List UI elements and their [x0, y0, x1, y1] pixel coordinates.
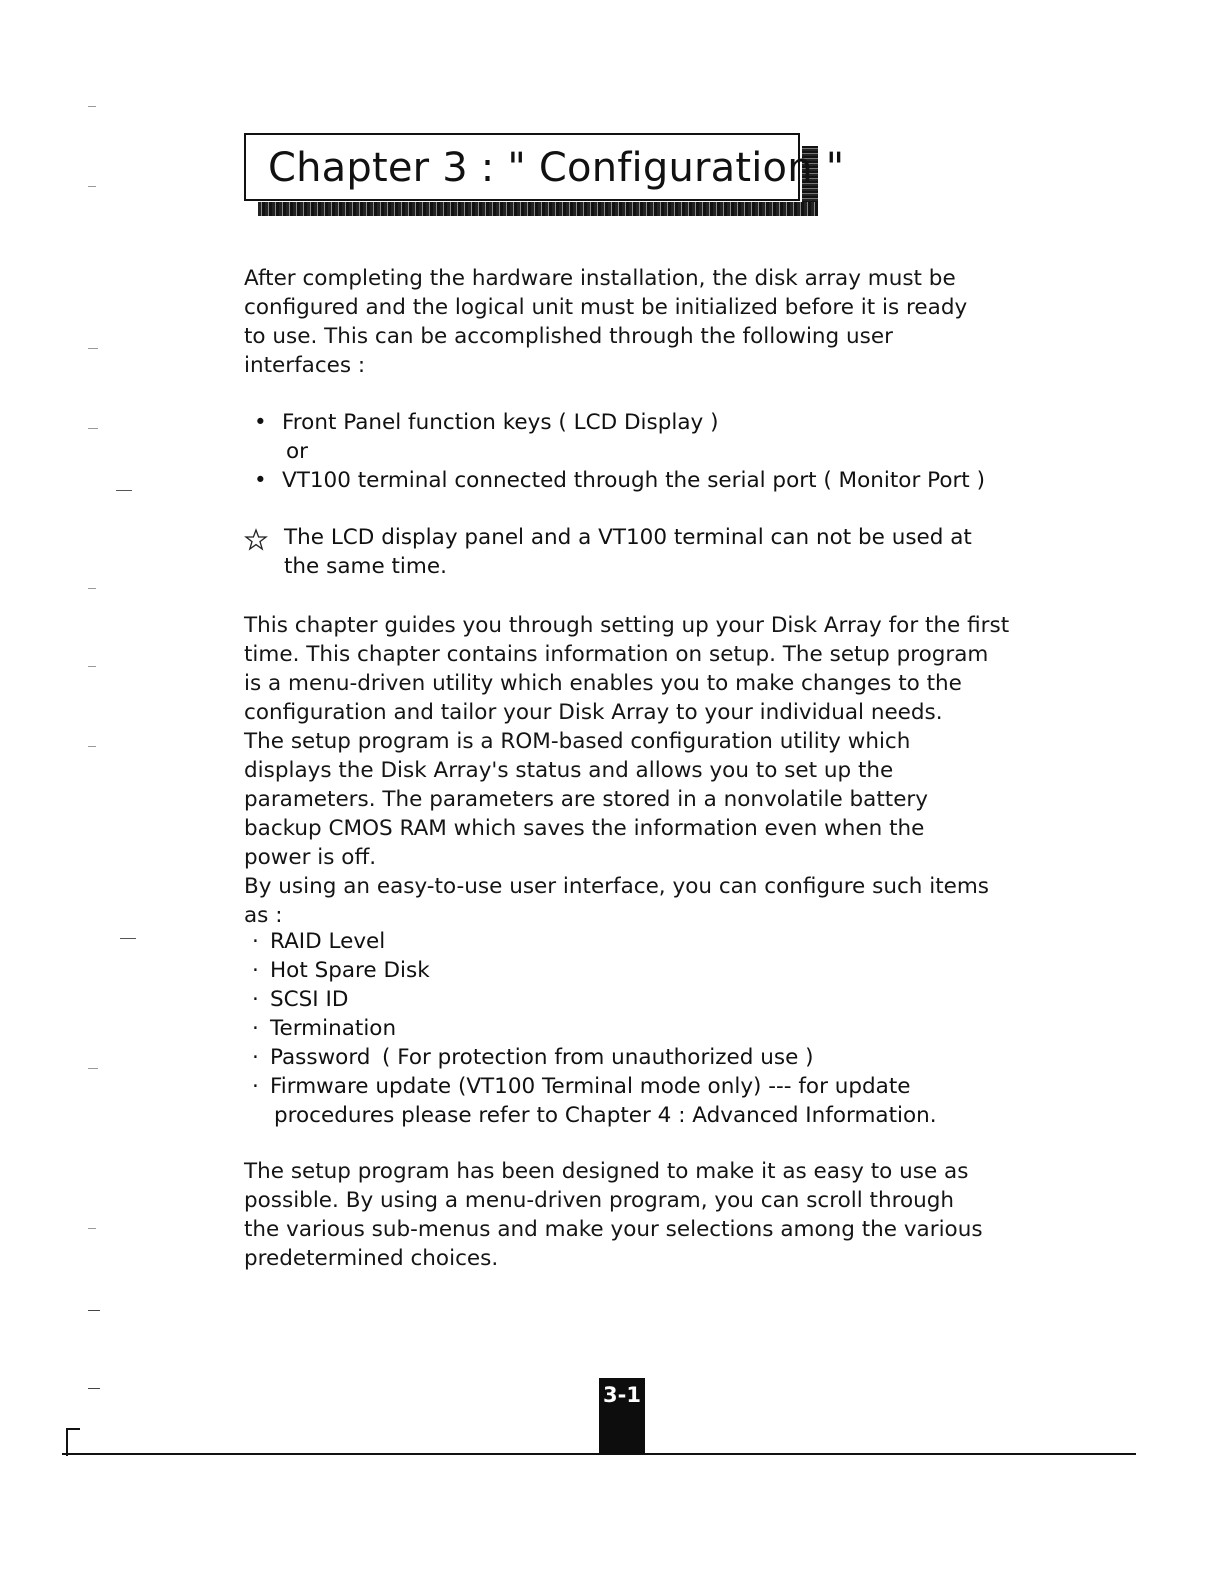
interfaces-list	[254, 466, 994, 495]
list-item	[252, 956, 1012, 985]
scan-mark	[88, 106, 96, 107]
bullet-icon: ·	[252, 1074, 259, 1099]
list-item	[252, 985, 1012, 1014]
text-line: displays the Disk Array's status and allows you to set up the	[244, 758, 894, 783]
bullet-icon: •	[254, 410, 267, 435]
bullet-icon: ·	[252, 958, 259, 983]
text-line: By using an easy-to-use user interface, you can configure such items	[244, 874, 990, 899]
text-line: predetermined choices.	[244, 1246, 499, 1271]
list-item-text: Hot Spare Disk	[270, 958, 430, 983]
scan-mark	[116, 490, 132, 491]
bullet-icon: ·	[252, 929, 259, 954]
list-item-detail: ( For protection from unauthorized use )	[382, 1045, 814, 1070]
list-item	[252, 927, 1012, 956]
text-line: This chapter guides you through setting up your Disk Array for the first	[244, 613, 1010, 638]
text-line: power is off.	[244, 845, 377, 870]
star-outline-icon	[244, 523, 272, 560]
text-line: After completing the hardware installation, the disk array must be	[244, 266, 956, 291]
list-item-text: procedures please refer to Chapter 4 : Advanced Information.	[274, 1103, 937, 1128]
list-item-text: RAID Level	[270, 929, 386, 954]
scan-mark	[88, 746, 96, 747]
scan-mark	[88, 348, 98, 349]
list-item	[254, 408, 994, 437]
text-line: configured and the logical unit must be initialized before it is ready	[244, 295, 968, 320]
text-line: to use. This can be accomplished through the following user	[244, 324, 893, 349]
list-item-text: SCSI ID	[270, 987, 349, 1012]
text-line: as :	[244, 903, 283, 928]
text-line: the various sub-menus and make your selections among the various	[244, 1217, 983, 1242]
page-number: 3-1	[603, 1383, 641, 1407]
list-item-text: VT100 terminal connected through the serial port ( Monitor Port )	[282, 468, 985, 493]
chapter-description	[244, 611, 1014, 930]
list-item	[252, 1072, 1012, 1101]
text-line: interfaces :	[244, 353, 366, 378]
scan-mark	[88, 428, 98, 429]
list-item-text: Password	[270, 1045, 371, 1070]
note-text: The LCD display panel and a VT100 terminal can not be used at	[284, 525, 972, 550]
scan-mark	[88, 666, 96, 667]
list-item	[254, 466, 994, 495]
intro-paragraph	[244, 264, 994, 380]
bullet-icon: •	[254, 468, 267, 493]
text-line: The setup program is a ROM-based configuration utility which	[244, 729, 911, 754]
scan-mark	[88, 588, 96, 589]
text-line: backup CMOS RAM which saves the information even when the	[244, 816, 925, 841]
text-line: configuration and tailor your Disk Array to your individual needs.	[244, 700, 943, 725]
or-text: or	[286, 439, 308, 464]
interfaces-list	[254, 408, 994, 437]
text-line: parameters. The parameters are stored in a nonvolatile battery	[244, 787, 928, 812]
bullet-icon: ·	[252, 1045, 259, 1070]
chapter-box-shadow	[258, 202, 818, 216]
list-item-text: Front Panel function keys ( LCD Display )	[282, 410, 719, 435]
bullet-icon: ·	[252, 1016, 259, 1041]
note-text: the same time.	[284, 554, 447, 579]
text-line: is a menu-driven utility which enables you to make changes to the	[244, 671, 962, 696]
list-item-continuation	[252, 1101, 1012, 1130]
list-item	[252, 1043, 1012, 1072]
scan-mark	[88, 1388, 100, 1389]
chapter-title: Chapter 3 : " Configuration "	[268, 145, 845, 191]
bullet-icon: ·	[252, 987, 259, 1012]
scan-mark	[88, 1310, 100, 1311]
text-line: time. This chapter contains information on setup. The setup program	[244, 642, 989, 667]
config-items-list	[252, 927, 1012, 1130]
text-line: possible. By using a menu-driven program, you can scroll through	[244, 1188, 955, 1213]
scan-mark	[88, 1228, 96, 1229]
scan-mark	[88, 1068, 98, 1069]
list-item-text: Termination	[270, 1016, 397, 1041]
list-item-text: Firmware update (VT100 Terminal mode only) --- for update	[270, 1074, 911, 1099]
closing-paragraph	[244, 1157, 1004, 1273]
crop-mark	[66, 1428, 80, 1456]
text-line: The setup program has been designed to make it as easy to use as	[244, 1159, 969, 1184]
scan-mark	[120, 938, 136, 939]
scan-mark	[88, 186, 96, 187]
list-item	[252, 1014, 1012, 1043]
